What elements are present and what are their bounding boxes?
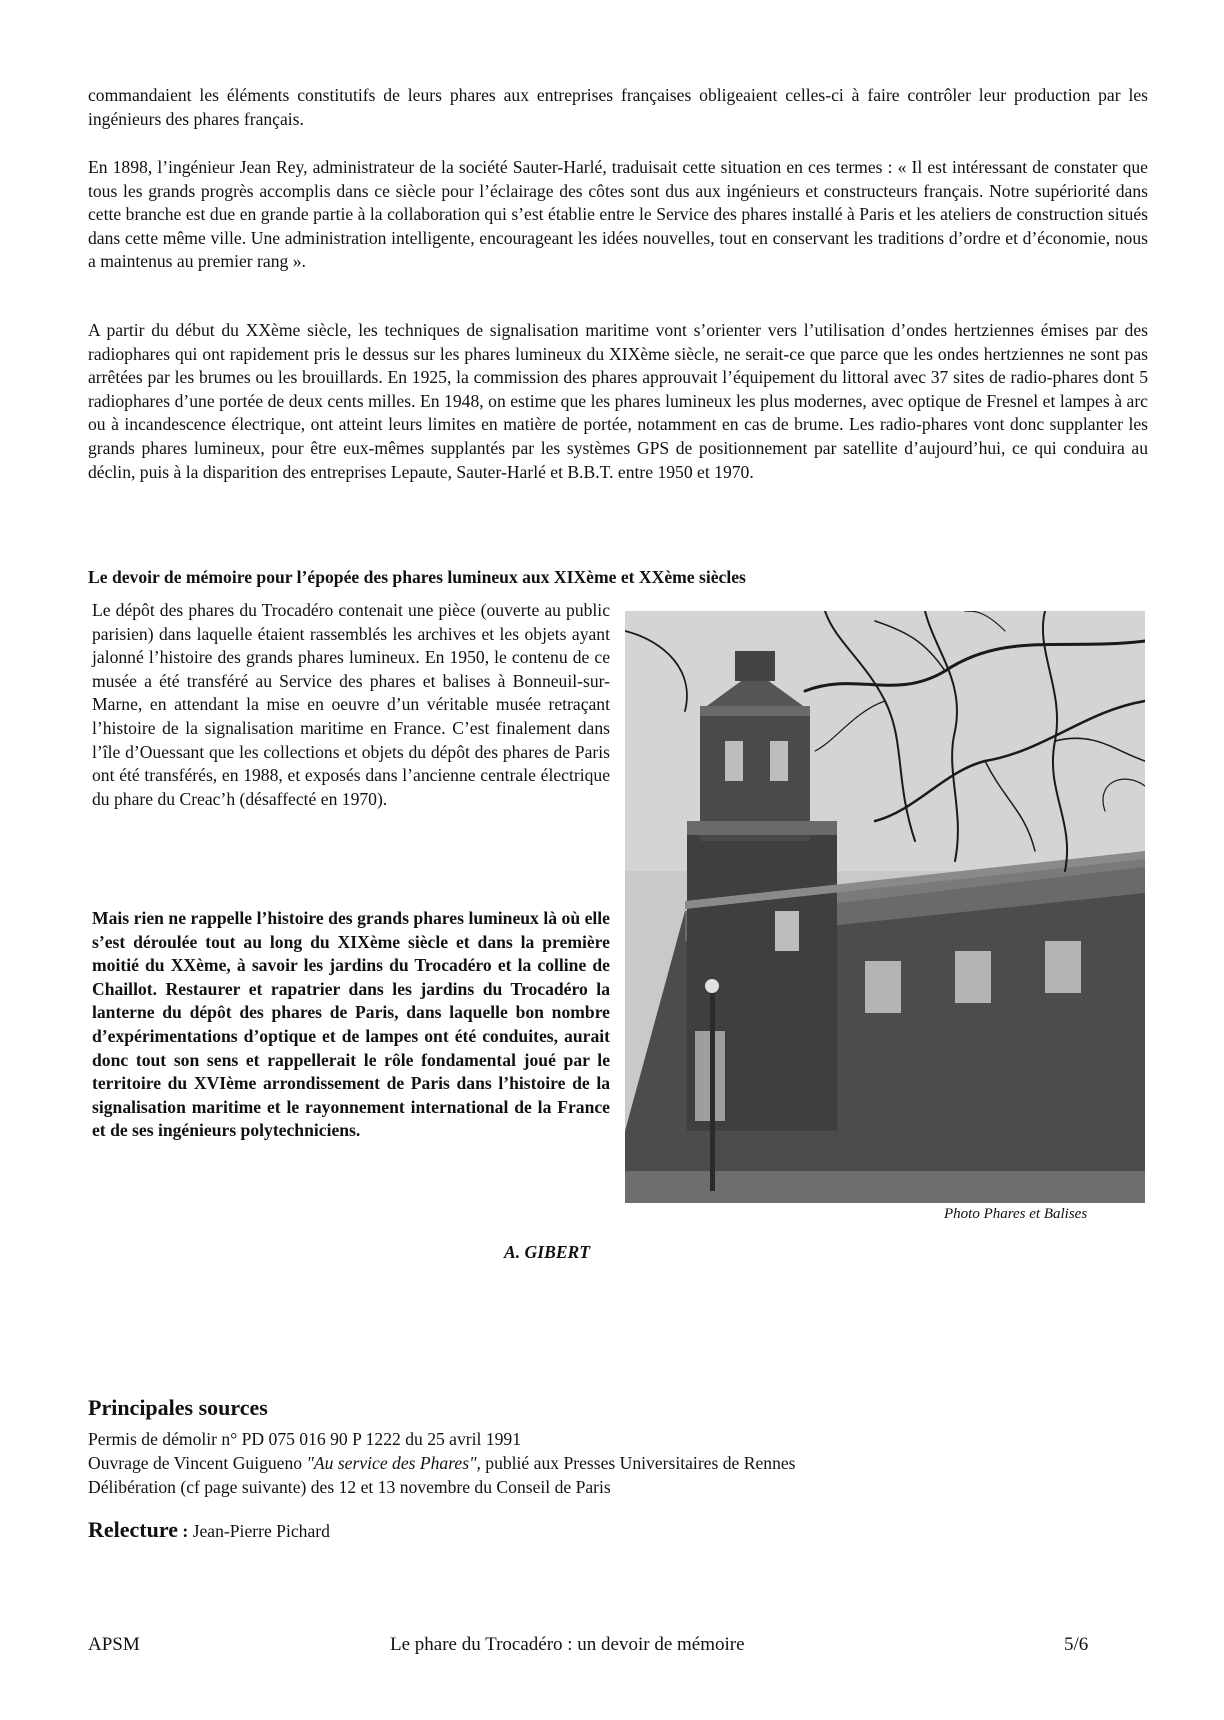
body-paragraph: A partir du début du XXème siècle, les techniques de signalisation maritime vont s’orienter vers l’utilisation d’ondes hertziennes émises par des radiophares qui ont rapidement pris le dessus sur les phares lumineux du XIXème siècle, ne serait-ce que parce que les ondes hertziennes ne sont pas arrêtées par les brumes ou les brouillards. En 1925, la commission des phares approuvait l’équipement du littoral avec 37 sites de radio-phares dont 5 radiophares d’une portée de deux cents milles. En 1948, on estime que les phares lumineux les plus modernes, avec optique de Fresnel et lampes à arc ou à incandescence électrique, ont atteint leurs limites en matière de portée, notamment en cas de brume. Les radio-phares vont donc supplanter les grands phares lumineux, pour être eux-mêmes supplantés par les systèmes GPS de positionnement par satellite d’aujourd’hui, ce qui conduira au déclin, puis à la disparition des entreprises Lepaute, Sauter-Harlé et B.B.T. entre 1950 et 1970. — [88, 320, 1148, 482]
source-text: Ouvrage de Vincent Guigueno — [88, 1452, 307, 1473]
sources-heading: Principales sources — [88, 1395, 268, 1420]
source-item: Permis de démolir n° PD 075 016 90 P 1222 du 25 avril 1991 — [88, 1429, 522, 1449]
author-signature: A. GIBERT — [504, 1242, 591, 1262]
source-item — [88, 1452, 796, 1476]
section-heading: Le devoir de mémoire pour l’épopée des phares lumineux aux XIXème et XXème siècles — [88, 567, 746, 587]
body-paragraph: commandaient les éléments constitutifs de leurs phares aux entreprises françaises obligeaient celles-ci à faire contrôler leur production par les ingénieurs des phares français. — [88, 85, 1148, 129]
sources-list — [88, 1428, 796, 1499]
source-item: Délibération (cf page suivante) des 12 et 13 novembre du Conseil de Paris — [88, 1476, 611, 1497]
reviewer-name: Jean-Pierre Pichard — [192, 1521, 330, 1541]
section-paragraph: Le dépôt des phares du Trocadéro contenait une pièce (ouverte au public parisien) dans laquelle étaient rassemblés les archives et les objets ayant jalonné l’histoire des grands phares lumineux. En 1950, le contenu de ce musée a été transféré au Service des phares et balises à Bonneuil-sur-Marne, en attendant la mise en oeuvre d’un véritable musée retraçant l’histoire de la signalisation maritime en France. C’est finalement dans l’île d’Ouessant que les collections et objets du dépôt des phares de Paris ont été transférés, en 1988, et exposés dans l’ancienne centrale électrique du phare du Creac’h (désaffecté en 1970). — [92, 600, 610, 809]
review-label: Relecture — [88, 1517, 178, 1542]
footer-title: Le phare du Trocadéro : un devoir de mémoire — [390, 1634, 745, 1655]
footer-organization: APSM — [88, 1634, 140, 1655]
section-paragraph-bold: Mais rien ne rappelle l’histoire des grands phares lumineux là où elle s’est déroulée tout au long du XIXème siècle et dans la première moitié du XXème, à savoir les jardins du Trocadéro et la colline de Chaillot. Restaurer et rapatrier dans les jardins du Trocadéro la lanterne du dépôt des phares de Paris, dans laquelle bon nombre d’expérimentations d’optique et de lampes ont été conduites, aurait donc tout son sens et rappellerait le rôle fondamental joué par le territoire du XVIème arrondissement de Paris dans l’histoire de la signalisation maritime et le rayonnement international de la France et de ses ingénieurs polytechniciens. — [92, 908, 610, 1141]
book-title: "Au service des Phares" — [306, 1452, 477, 1473]
page-number: 5/6 — [1064, 1634, 1089, 1655]
lighthouse-depot-photo — [625, 611, 1145, 1203]
review-line — [88, 1517, 330, 1543]
body-paragraph: En 1898, l’ingénieur Jean Rey, administrateur de la société Sauter-Harlé, traduisait cette situation en ces termes : « Il est intéressant de constater que tous les grands progrès accomplis dans ce siècle pour l’éclairage des côtes sont dus aux ingénieurs et constructeurs français. Notre supériorité dans cette branche est due en grande partie à la collaboration qui s’est établie entre le Service des phares installé à Paris et les ateliers de construction situés dans cette même ville. Une administration intelligente, encourageant les idées nouvelles, tout en conservant les traditions d’ordre et d’économie, nous a maintenus au premier rang ». — [88, 157, 1148, 272]
source-text: , publié aux Presses Universitaires de Rennes — [476, 1452, 796, 1473]
photo-credit: Photo Phares et Balises — [944, 1206, 1088, 1222]
review-separator: : — [178, 1521, 193, 1541]
